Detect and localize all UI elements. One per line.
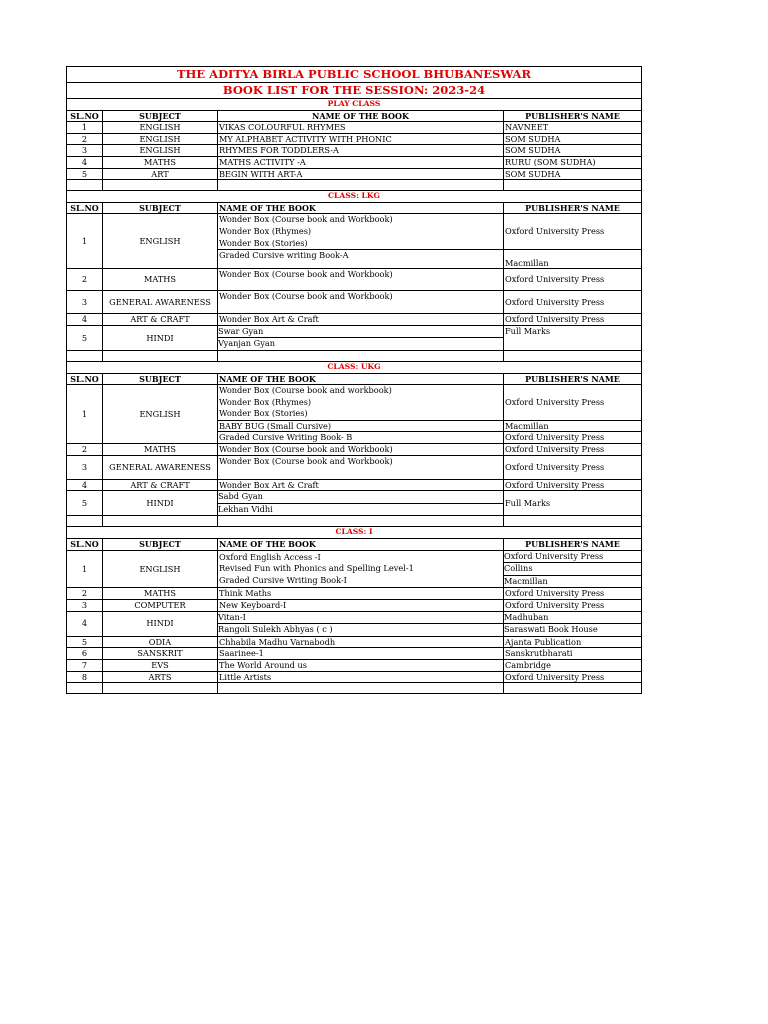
book-cell: Graded Cursive Writing Book- B <box>218 432 504 444</box>
slno-cell: 6 <box>67 648 103 660</box>
book-cell: VIKAS COLOURFUL RHYMES <box>218 122 504 134</box>
publisher-cell <box>504 550 642 588</box>
subject-cell: COMPUTER <box>103 600 218 612</box>
table-header <box>67 539 642 551</box>
subject-cell: ART & CRAFT <box>103 314 218 326</box>
slno-cell: 1 <box>67 550 103 588</box>
publisher-cell: Sanskrutbharati <box>504 648 642 660</box>
table-row <box>67 385 642 421</box>
book-cell: RHYMES FOR TODDLERS-A <box>218 145 504 157</box>
publisher-cell: Oxford University Press <box>504 671 642 683</box>
blank-row <box>67 683 642 694</box>
subject-cell: MATHS <box>103 269 218 291</box>
subject-cell: MATHS <box>103 156 218 168</box>
book-line: Lekhan Vidhi <box>218 503 504 516</box>
book-cell: MY ALPHABET ACTIVITY WITH PHONIC <box>218 133 504 145</box>
blank-row <box>67 180 642 191</box>
book-cell: Wonder Box (Course book and Workbook) <box>218 291 504 314</box>
header-subject: SUBJECT <box>103 373 218 385</box>
book-line: Vitan-I <box>218 611 246 622</box>
slno-cell: 1 <box>67 214 103 269</box>
publisher-cell: Oxford University Press <box>504 588 642 600</box>
slno-cell: 3 <box>67 600 103 612</box>
session-title: BOOK LIST FOR THE SESSION: 2023-24 <box>67 83 642 99</box>
book-line: Revised Fun with Phonics and Spelling Level-1 <box>219 563 414 574</box>
publisher-cell: Macmillan <box>504 250 642 269</box>
header-publisher: PUBLISHER'S NAME <box>504 202 642 214</box>
publisher-cell: Oxford University Press <box>504 385 642 421</box>
header-slno: SL.NO <box>67 539 103 551</box>
table-row <box>67 671 642 683</box>
book-line: Swar Gyan <box>218 325 264 336</box>
header-book: NAME OF THE BOOK <box>218 373 504 385</box>
publisher-cell <box>504 611 642 636</box>
publisher-cell: Oxford University Press <box>504 455 642 479</box>
table-row <box>67 491 642 516</box>
subject-cell: ART & CRAFT <box>103 479 218 491</box>
class-heading-play: PLAY CLASS <box>67 99 642 111</box>
book-line: Wonder Box (Course book and Workbook) <box>219 214 393 225</box>
book-cell <box>218 550 504 588</box>
slno-cell: 1 <box>67 122 103 134</box>
header-publisher: PUBLISHER'S NAME <box>504 539 642 551</box>
subject-cell: EVS <box>103 659 218 671</box>
publisher-cell: SOM SUDHA <box>504 133 642 145</box>
slno-cell: 4 <box>67 156 103 168</box>
publisher-cell: Oxford University Press <box>504 444 642 456</box>
header-slno: SL.NO <box>67 110 103 122</box>
publisher-cell: Full Marks <box>504 325 642 350</box>
slno-cell: 3 <box>67 291 103 314</box>
slno-cell: 5 <box>67 168 103 180</box>
subject-cell: HINDI <box>103 611 218 636</box>
publisher-line: Macmillan <box>504 575 642 588</box>
table-row <box>67 600 642 612</box>
subject-cell: ODIA <box>103 636 218 648</box>
book-cell: BEGIN WITH ART-A <box>218 168 504 180</box>
publisher-cell: SOM SUDHA <box>504 145 642 157</box>
book-list-table <box>66 66 642 694</box>
book-cell: Wonder Box Art & Craft <box>218 479 504 491</box>
table-row <box>67 659 642 671</box>
table-row <box>67 444 642 456</box>
subject-cell: MATHS <box>103 444 218 456</box>
book-cell: The World Around us <box>218 659 504 671</box>
table-header <box>67 110 642 122</box>
slno-cell: 4 <box>67 479 103 491</box>
subject-cell: ENGLISH <box>103 122 218 134</box>
book-line: Sabd Gyan <box>218 491 263 502</box>
table-row <box>67 156 642 168</box>
table-header <box>67 373 642 385</box>
header-slno: SL.NO <box>67 202 103 214</box>
book-list-sheet <box>66 66 641 694</box>
book-cell: Think Maths <box>218 588 504 600</box>
table-row <box>67 145 642 157</box>
publisher-line: Madhuban <box>504 611 549 622</box>
table-row <box>67 648 642 660</box>
book-cell <box>218 611 504 636</box>
book-cell: Wonder Box (Course book and Workbook) <box>218 269 504 291</box>
table-row <box>67 325 642 350</box>
slno-cell: 4 <box>67 314 103 326</box>
class-heading-1: CLASS: I <box>67 527 642 539</box>
header-subject: SUBJECT <box>103 539 218 551</box>
slno-cell: 8 <box>67 671 103 683</box>
header-book: NAME OF THE BOOK <box>218 202 504 214</box>
publisher-cell: RURU (SOM SUDHA) <box>504 156 642 168</box>
slno-cell: 1 <box>67 385 103 444</box>
table-row <box>67 550 642 588</box>
book-cell: BABY BUG (Small Cursive) <box>218 420 504 432</box>
header-book: NAME OF THE BOOK <box>218 539 504 551</box>
slno-cell: 2 <box>67 444 103 456</box>
table-row <box>67 133 642 145</box>
header-book: NAME OF THE BOOK <box>218 110 504 122</box>
book-line: Wonder Box (Stories) <box>219 237 308 248</box>
blank-row <box>67 516 642 527</box>
subject-cell: HINDI <box>103 491 218 516</box>
book-line: Oxford English Access -I <box>219 551 321 562</box>
subject-cell: GENERAL AWARENESS <box>103 291 218 314</box>
publisher-cell: Oxford University Press <box>504 479 642 491</box>
publisher-cell: Oxford University Press <box>504 432 642 444</box>
header-subject: SUBJECT <box>103 110 218 122</box>
book-line: Vyanjan Gyan <box>218 337 504 350</box>
table-row <box>67 269 642 291</box>
book-cell: Wonder Box Art & Craft <box>218 314 504 326</box>
slno-cell: 4 <box>67 611 103 636</box>
subject-cell: MATHS <box>103 588 218 600</box>
header-publisher: PUBLISHER'S NAME <box>504 373 642 385</box>
publisher-cell: Oxford University Press <box>504 600 642 612</box>
publisher-cell: Oxford University Press <box>504 269 642 291</box>
book-cell <box>218 214 504 250</box>
publisher-cell: SOM SUDHA <box>504 168 642 180</box>
publisher-line: Oxford University Press <box>504 550 604 561</box>
book-line: Rangoli Sulekh Abhyas ( c ) <box>218 623 504 636</box>
header-slno: SL.NO <box>67 373 103 385</box>
blank-row <box>67 350 642 361</box>
table-row <box>67 636 642 648</box>
book-cell <box>218 385 504 421</box>
publisher-cell: Oxford University Press <box>504 291 642 314</box>
publisher-cell: Macmillan <box>504 420 642 432</box>
publisher-cell: Oxford University Press <box>504 214 642 250</box>
book-cell: Graded Cursive writing Book-A <box>218 250 504 269</box>
subject-cell: ENGLISH <box>103 385 218 444</box>
book-cell: MATHS ACTIVITY -A <box>218 156 504 168</box>
header-subject: SUBJECT <box>103 202 218 214</box>
table-row <box>67 168 642 180</box>
table-row <box>67 455 642 479</box>
slno-cell: 5 <box>67 325 103 350</box>
publisher-cell: Full Marks <box>504 491 642 516</box>
subject-cell: HINDI <box>103 325 218 350</box>
header-publisher: PUBLISHER'S NAME <box>504 110 642 122</box>
subject-cell: GENERAL AWARENESS <box>103 455 218 479</box>
book-cell: Wonder Box (Course book and Workbook) <box>218 455 504 479</box>
book-line: Wonder Box (Rhymes) <box>219 225 312 236</box>
book-line: Wonder Box (Stories) <box>219 408 308 419</box>
publisher-line: Saraswati Book House <box>504 623 642 636</box>
book-cell: New Keyboard-I <box>218 600 504 612</box>
slno-cell: 2 <box>67 588 103 600</box>
book-line: Wonder Box (Rhymes) <box>219 396 312 407</box>
slno-cell: 3 <box>67 455 103 479</box>
table-row <box>67 291 642 314</box>
slno-cell: 5 <box>67 491 103 516</box>
table-row <box>67 214 642 250</box>
book-cell: Saarinee-1 <box>218 648 504 660</box>
book-line: Wonder Box (Course book and workbook) <box>219 385 392 396</box>
subject-cell: ENGLISH <box>103 145 218 157</box>
subject-cell: ARTS <box>103 671 218 683</box>
slno-cell: 2 <box>67 269 103 291</box>
publisher-cell: Ajanta Publication <box>504 636 642 648</box>
subject-cell: ENGLISH <box>103 133 218 145</box>
subject-cell: SANSKRIT <box>103 648 218 660</box>
table-header <box>67 202 642 214</box>
subject-cell: ART <box>103 168 218 180</box>
table-row <box>67 122 642 134</box>
school-name: THE ADITYA BIRLA PUBLIC SCHOOL BHUBANESWAR <box>67 67 642 83</box>
subject-cell: ENGLISH <box>103 550 218 588</box>
table-row <box>67 588 642 600</box>
class-heading-ukg: CLASS: UKG <box>67 361 642 373</box>
subject-cell: ENGLISH <box>103 214 218 269</box>
slno-cell: 3 <box>67 145 103 157</box>
class-heading-lkg: CLASS: LKG <box>67 191 642 203</box>
book-cell <box>218 325 504 350</box>
publisher-cell: Oxford University Press <box>504 314 642 326</box>
book-cell: Wonder Box (Course book and Workbook) <box>218 444 504 456</box>
slno-cell: 5 <box>67 636 103 648</box>
table-row <box>67 479 642 491</box>
book-cell: Chhabila Madhu Varnabodh <box>218 636 504 648</box>
book-cell <box>218 491 504 516</box>
book-cell: Little Artists <box>218 671 504 683</box>
publisher-line: Collins <box>504 562 642 575</box>
publisher-cell: Cambridge <box>504 659 642 671</box>
book-line: Graded Cursive Writing Book-I <box>219 574 347 585</box>
table-row <box>67 611 642 636</box>
publisher-cell: NAVNEET <box>504 122 642 134</box>
slno-cell: 2 <box>67 133 103 145</box>
table-row <box>67 314 642 326</box>
slno-cell: 7 <box>67 659 103 671</box>
